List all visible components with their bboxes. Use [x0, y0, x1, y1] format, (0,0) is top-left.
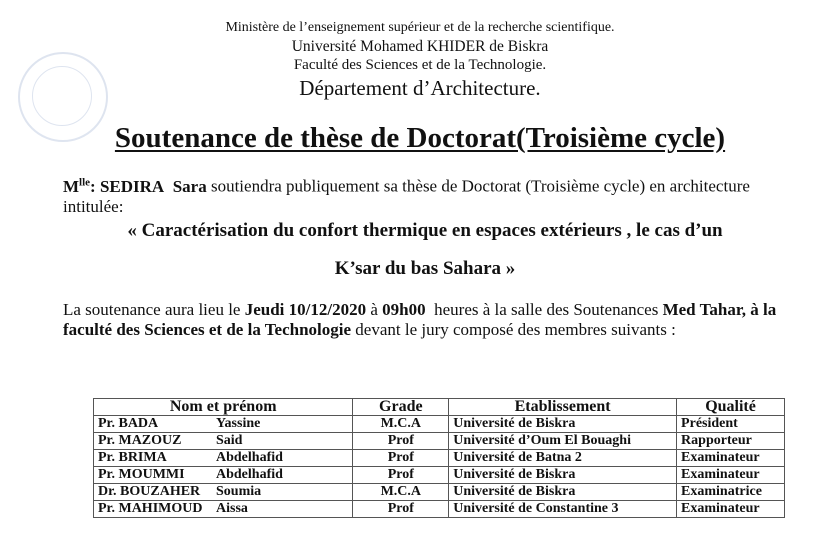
page-title: Soutenance de thèse de Doctorat(Troisième cycle): [114, 122, 726, 154]
member-role: Examinateur: [677, 501, 785, 518]
defense-text-2: à: [370, 300, 378, 319]
member-name: [94, 484, 353, 501]
member-institution: Université de Constantine 3: [449, 501, 677, 518]
member-institution: Université de Biskra: [449, 467, 677, 484]
defense-date: Jeudi 10/12/2020: [244, 300, 367, 319]
member-name: [94, 467, 353, 484]
member-last-name: Dr. BOUZAHER: [98, 484, 201, 499]
header-role: Qualité: [677, 399, 785, 416]
member-grade: Prof: [353, 433, 449, 450]
member-role: Examinatrice: [677, 484, 785, 501]
member-institution: Université d’Oum El Bouaghi: [449, 433, 677, 450]
member-last-name: Pr. MAHIMOUD: [98, 501, 203, 516]
announcement-text: soutiendra publiquement sa thèse de Doctorat (Troisième cycle) en architecture intitulée:: [63, 176, 750, 216]
member-role: Rapporteur: [677, 433, 785, 450]
member-name: [94, 450, 353, 467]
member-first-name: Abdelhafid: [216, 450, 283, 465]
member-last-name: Pr. BADA: [98, 416, 159, 431]
member-last-name: Pr. MOUMMI: [98, 467, 185, 482]
member-grade: Prof: [353, 467, 449, 484]
ministry-line: Ministère de l’enseignement supérieur et de la recherche scientifique.: [225, 20, 615, 35]
jury-table-header: [94, 399, 785, 416]
member-first-name: Yassine: [216, 416, 261, 431]
member-grade: M.C.A: [353, 484, 449, 501]
member-institution: Université de Batna 2: [449, 450, 677, 467]
header-institution: Etablissement: [449, 399, 677, 416]
defense-room: Med Tahar, à la faculté des Sciences et de la Technologie: [63, 300, 777, 339]
member-grade: Prof: [353, 450, 449, 467]
university-line: Université Mohamed KHIDER de Biskra: [291, 38, 549, 55]
member-first-name: Soumia: [216, 484, 262, 499]
announcement-paragraph: [63, 172, 793, 217]
member-name: [94, 501, 353, 518]
member-name: [94, 416, 353, 433]
letterhead: [0, 18, 840, 101]
member-role: Président: [677, 416, 785, 433]
defense-text-4: devant le jury composé des membres suivants :: [355, 320, 676, 339]
candidate-last-name: SEDIRA: [99, 176, 165, 196]
member-name: [94, 433, 353, 450]
department-line: Département d’Architecture.: [299, 76, 541, 100]
candidate-first-name: Sara: [172, 176, 207, 196]
thesis-title-line-2: K’sar du bas Sahara »: [334, 258, 516, 279]
thesis-title-line-1: « Caractérisation du confort thermique en espaces extérieurs , le cas d’un: [127, 220, 723, 241]
defense-time: 09h00: [382, 300, 426, 319]
table-row: [94, 433, 785, 450]
member-role: Examinateur: [677, 450, 785, 467]
table-row: [94, 484, 785, 501]
defense-details-paragraph: [63, 300, 793, 340]
faculty-line: Faculté des Sciences et de la Technologie.: [293, 57, 547, 73]
member-last-name: Pr. MAZOUZ: [98, 433, 182, 448]
member-grade: M.C.A: [353, 416, 449, 433]
member-first-name: Said: [216, 433, 243, 448]
header-grade: Grade: [353, 399, 449, 416]
civility: M: [63, 176, 80, 196]
member-last-name: Pr. BRIMA: [98, 450, 167, 465]
defense-text-3: heures à la salle des Soutenances: [434, 300, 659, 319]
member-first-name: Abdelhafid: [216, 467, 283, 482]
member-first-name: Aissa: [216, 501, 248, 516]
jury-table: [93, 398, 785, 518]
colon: :: [90, 176, 96, 196]
member-grade: Prof: [353, 501, 449, 518]
member-role: Examinateur: [677, 467, 785, 484]
defense-text-1: La soutenance aura lieu le: [63, 300, 241, 319]
member-institution: Université de Biskra: [449, 484, 677, 501]
table-row: [94, 416, 785, 433]
member-institution: Université de Biskra: [449, 416, 677, 433]
header-name: Nom et prénom: [94, 399, 353, 416]
table-row: [94, 450, 785, 467]
table-row: [94, 501, 785, 518]
table-row: [94, 467, 785, 484]
civility-suffix: lle: [79, 176, 91, 188]
